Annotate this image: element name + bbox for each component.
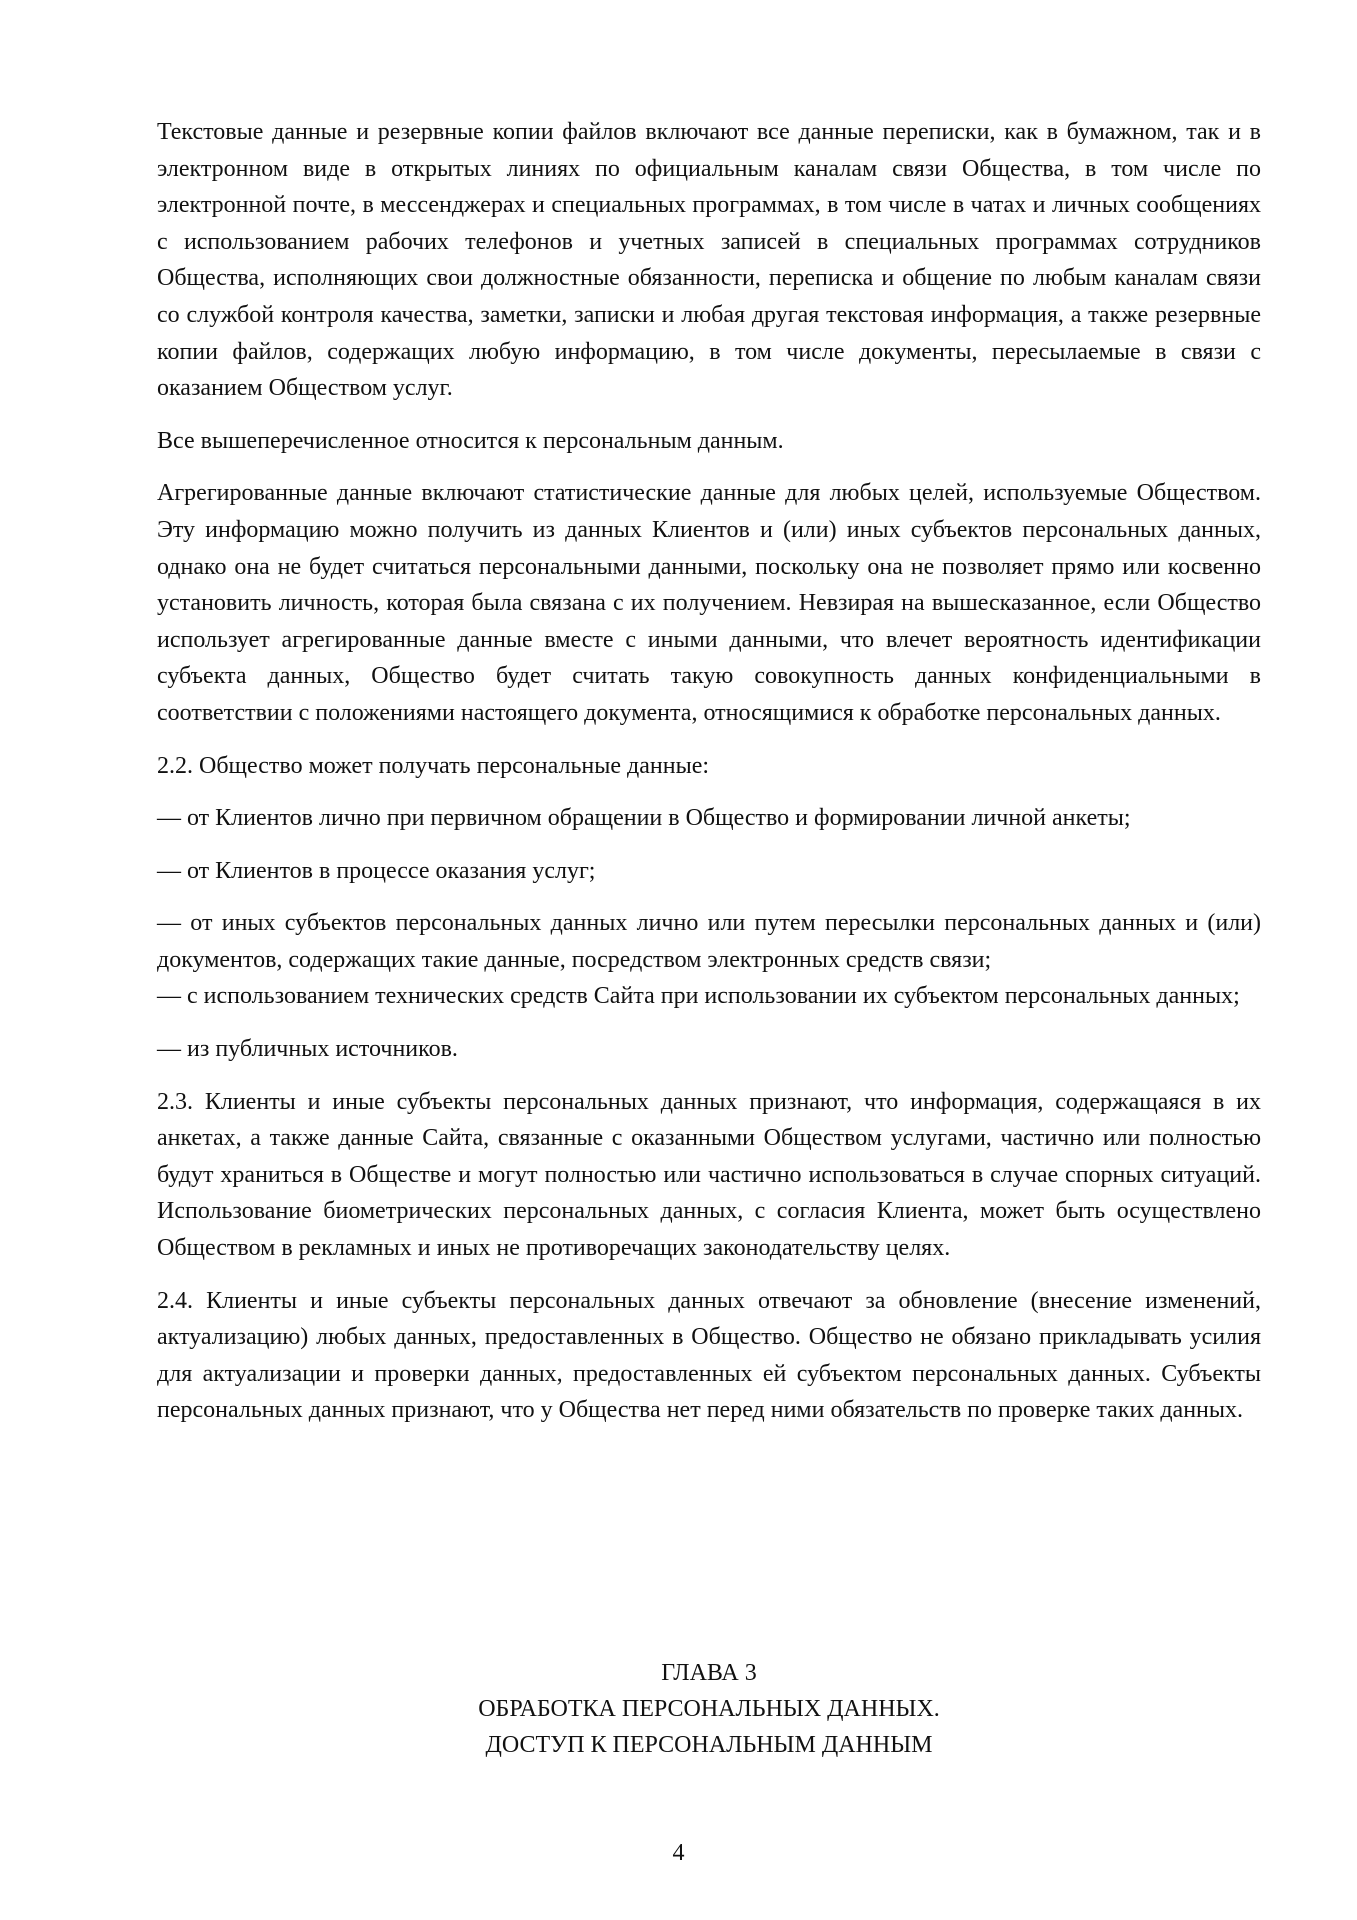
- list-item-clients-services: — от Клиентов в процессе оказания услуг;: [157, 857, 596, 884]
- paragraph-text-data: Текстовые данные и резервные копии файлов включают все данные переписки, как в бумажном, так и в электронном виде в открытых линиях по официальным каналам связи Общества, в том числе по электронной почте, в мессенджерах и специальных программах, в том числе в чатах и личных сообщениях с использованием рабочих телефонов и учетных записей в специальных программах сотрудников Общества, исполняющих свои должностные обязанности, переписка и общение по любым каналам связи со службой контроля качества, заметки, записки и любая другая текстовая информация, а также резервные копии файлов, содержащих любую информацию, в том числе документы, пересылаемые в связи с оказанием Обществом услуг.: [157, 119, 1261, 402]
- paragraph-2-4: 2.4. Клиенты и иные субъекты персональных данных отвечают за обновление (внесение изменений, актуализацию) любых данных, предоставленных в Общество. Общество не обязано прикладывать усилия для актуализации и проверки данных, предоставленных ей субъектом персональных данных. Субъекты персональных данных признают, что у Общества нет перед ними обязательств по проверке таких данных.: [157, 1287, 1261, 1424]
- list-item-other-subjects: — от иных субъектов персональных данных лично или путем пересылки персональных данных и (или) документов, содержащих такие данные, посредством электронных средств связи;: [157, 910, 1261, 973]
- chapter-heading: [157, 1655, 1261, 1763]
- list-item-clients-first-contact: — от Клиентов лично при первичном обращении в Общество и формировании личной анкеты;: [157, 805, 1131, 832]
- chapter-title-line-2: ДОСТУП К ПЕРСОНАЛЬНЫМ ДАННЫМ: [485, 1732, 933, 1758]
- page-body: [157, 114, 1261, 1429]
- chapter-title-line-1: ОБРАБОТКА ПЕРСОНАЛЬНЫХ ДАННЫХ.: [478, 1696, 940, 1722]
- paragraph-personal-data-note: Все вышеперечисленное относится к персональным данным.: [157, 427, 784, 454]
- paragraph-aggregated-data: Агрегированные данные включают статистические данные для любых целей, используемые Обществом. Эту информацию можно получить из данных Клиентов и (или) иных субъектов персональных данных, однако она не будет считаться персональными данными, поскольку она не позволяет прямо или косвенно установить личность, которая была связана с их получением. Невзирая на вышесказанное, если Общество использует агрегированные данные вместе с иными данными, что влечет вероятность идентификации субъекта данных, Общество будет считать такую совокупность данных конфиденциальными в соответствии с положениями настоящего документа, относящимися к обработке персональных данных.: [157, 480, 1261, 726]
- list-item-public-sources: — из публичных источников.: [157, 1036, 458, 1063]
- paragraph-2-2-heading: 2.2. Общество может получать персональные данные:: [157, 752, 710, 779]
- page-number: 4: [672, 1840, 685, 1866]
- chapter-number: ГЛАВА 3: [661, 1660, 757, 1686]
- list-item-site-technical-means: — с использованием технических средств Сайта при использовании их субъектом персональных данных;: [157, 983, 1240, 1010]
- paragraph-2-3: 2.3. Клиенты и иные субъекты персональных данных признают, что информация, содержащаяся в их анкетах, а также данные Сайта, связанные с оказанными Обществом услугами, частично или полностью будут храниться в Обществе и могут полностью или частично использоваться в случае спорных ситуаций. Использование биометрических персональных данных, с согласия Клиента, может быть осуществлено Обществом в рекламных и иных не противоречащих законодательству целях.: [157, 1088, 1261, 1262]
